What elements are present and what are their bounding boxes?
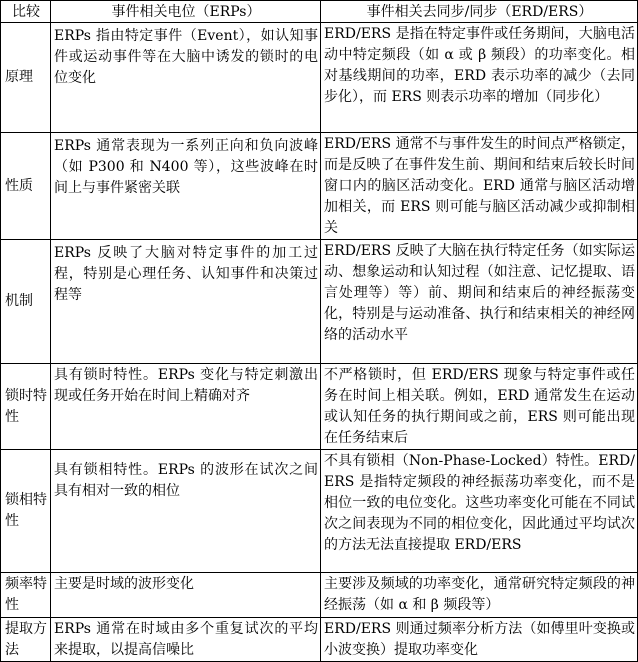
cell-erp-extraction: ERPs 通常在时域由多个重复试次的平均来提取，以提高信噪比 (51, 618, 321, 662)
row-label-frequency: 频率特性 (1, 573, 51, 618)
cell-erd-nature: ERD/ERS 通常不与事件发生的时间点严格锁定，而是反映了在事件发生前、期间和结束后较长时间窗口内的脑区活动变化。ERD 通常与脑区活动增加相关，而 ERS 则可能与脑区活动减少或抑制相关 (321, 133, 638, 240)
table-row (1, 364, 638, 450)
header-erd: 事件相关去同步/同步（ERD/ERS） (321, 1, 638, 23)
row-label-mechanism: 机制 (1, 240, 51, 364)
cell-erd-mechanism: ERD/ERS 反映了大脑在执行特定任务（如实际运动、想象运动和认知过程（如注意、记忆提取、语言处理等）等）前、期间和结束后的神经振荡变化，特别是与运动准备、执行和结束相关的神经网络的活动水平 (321, 240, 638, 364)
cell-erd-phase-locking: 不具有锁相（Non-Phase-Locked）特性。ERD/ERS 是指特定频段的神经振荡功率变化，而不是相位一致的电位变化。这些功率变化可能在不同试次之间表现为不同的相位变化，因此通过平均试次的方法无法直接提取 ERD/ERS (321, 450, 638, 573)
cell-erp-nature: ERPs 通常表现为一系列正向和负向波峰（如 P300 和 N400 等），这些波峰在时间上与事件紧密关联 (51, 133, 321, 240)
table-row (1, 450, 638, 573)
table-row (1, 573, 638, 618)
table-row (1, 240, 638, 364)
row-label-principle: 原理 (1, 23, 51, 133)
cell-erd-time-locking: 不严格锁时，但 ERD/ERS 现象与特定事件或任务在时间上相关联。例如，ERD 通常发生在运动或认知任务的执行期间或之前，ERS 则可能出现在任务结束后 (321, 364, 638, 450)
row-label-phase-locking: 锁相特性 (1, 450, 51, 573)
row-label-extraction: 提取方法 (1, 618, 51, 662)
row-label-nature: 性质 (1, 133, 51, 240)
cell-erd-extraction: ERD/ERS 则通过频率分析方法（如傅里叶变换或小波变换）提取功率变化 (321, 618, 638, 662)
cell-erp-phase-locking: 具有锁相特性。ERPs 的波形在试次之间具有相对一致的相位 (51, 450, 321, 573)
cell-erp-frequency: 主要是时域的波形变化 (51, 573, 321, 618)
table-row (1, 618, 638, 662)
cell-erd-frequency: 主要涉及频域的功率变化，通常研究特定频段的神经振荡（如 α 和 β 频段等） (321, 573, 638, 618)
table-row (1, 23, 638, 133)
row-label-time-locking: 锁时特性 (1, 364, 51, 450)
header-row (1, 1, 638, 23)
header-compare: 比较 (1, 1, 51, 23)
cell-erp-time-locking: 具有锁时特性。ERPs 变化与特定刺激出现或任务开始在时间上精确对齐 (51, 364, 321, 450)
header-erp: 事件相关电位（ERPs） (51, 1, 321, 23)
cell-erd-principle: ERD/ERS 是指在特定事件或任务期间，大脑电活动中特定频段（如 α 或 β 频段）的功率变化。相对基线期间的功率，ERD 表示功率的减少（去同步化），而 ERS 则表示功率的增加（同步化） (321, 23, 638, 133)
cell-erp-mechanism: ERPs 反映了大脑对特定事件的加工过程，特别是心理任务、认知事件和决策过程等 (51, 240, 321, 364)
table-row (1, 133, 638, 240)
cell-erp-principle: ERPs 指由特定事件（Event），如认知事件或运动事件等在大脑中诱发的锁时的电位变化 (51, 23, 321, 133)
